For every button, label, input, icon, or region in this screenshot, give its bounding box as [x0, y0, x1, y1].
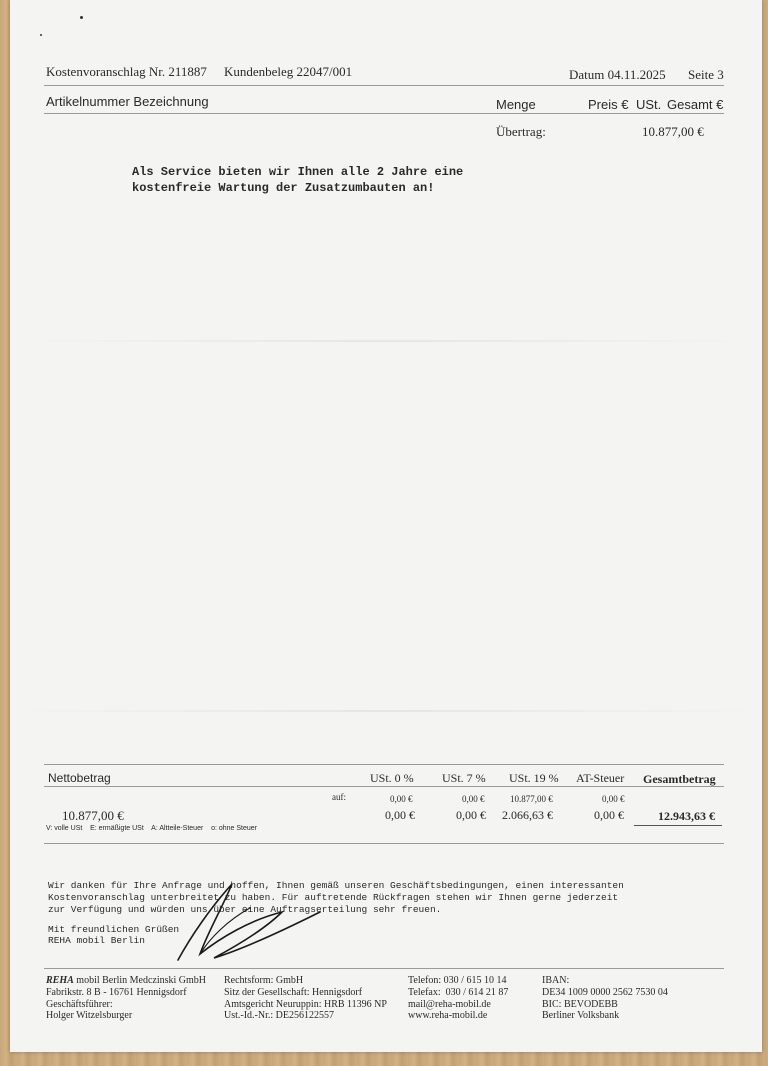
at-tax-value: 0,00 €	[594, 808, 624, 822]
base-vat0: 0,00 €	[390, 794, 413, 804]
vat0-value: 0,00 €	[385, 808, 415, 822]
service-note-line-1: Als Service bieten wir Ihnen alle 2 Jahre eine	[132, 165, 464, 179]
footer-company	[46, 975, 206, 986]
footer-mgmt-label: Geschäftsführer:	[46, 999, 113, 1010]
paper-speck	[40, 34, 42, 36]
footer-bank: Berliner Volksbank	[542, 1010, 620, 1021]
footer-legal-form: Rechtsform: GmbH	[224, 975, 304, 986]
quote-number: Kostenvoranschlag Nr. 211887	[46, 64, 207, 79]
footer-fax: Telefax: 030 / 614 21 87	[408, 987, 509, 998]
col-total: Gesamt €	[667, 97, 724, 112]
carryover-value: 10.877,00 €	[642, 124, 704, 139]
handwritten-signature	[170, 868, 340, 968]
closing-company: REHA mobil Berlin	[48, 935, 145, 946]
totals-bottom-rule	[44, 843, 724, 844]
footer-mgmt-name: Holger Witzelsburger	[46, 1010, 133, 1021]
grand-total-value: 12.943,63 €	[658, 809, 715, 823]
footer-iban-label: IBAN:	[542, 975, 570, 986]
page-number: Seite 3	[688, 67, 724, 82]
at-tax-label: AT-Steuer	[576, 771, 625, 785]
closing-greeting: Mit freundlichen Grüßen	[48, 924, 180, 935]
footer-bic: BIC: BEVODEBB	[542, 999, 618, 1010]
footer-court: Amtsgericht Neuruppin: HRB 11396 NP	[224, 999, 387, 1010]
footer-rule	[44, 968, 724, 969]
totals-mid-rule	[44, 786, 724, 787]
base-at: 0,00 €	[602, 794, 625, 804]
quote-document-page	[10, 0, 762, 1052]
footer-brand: REHA	[46, 975, 74, 986]
col-quantity: Menge	[496, 97, 536, 112]
service-note-line-2: kostenfreie Wartung der Zusatzumbauten an!	[132, 181, 435, 195]
net-label: Nettobetrag	[48, 771, 111, 785]
footer-phone: Telefon: 030 / 615 10 14	[408, 975, 507, 986]
columns-rule	[44, 113, 724, 114]
col-vat: USt.	[636, 97, 662, 112]
footer-seat: Sitz der Gesellschaft: Hennigsdorf	[224, 987, 363, 998]
vat7-value: 0,00 €	[456, 808, 486, 822]
footer-company-name: mobil Berlin Medczinski GmbH	[73, 975, 207, 986]
tax-legend: V: volle USt E: ermäßigte USt A: Altteile-Steuer o: ohne Steuer	[46, 825, 258, 832]
paper-speck	[80, 16, 83, 19]
base-vat7: 0,00 €	[462, 794, 485, 804]
base-vat19: 10.877,00 €	[510, 794, 553, 804]
vat19-label: USt. 19 %	[509, 771, 559, 785]
carryover-label: Übertrag:	[496, 124, 546, 139]
col-article: Artikelnummer Bezeichnung	[46, 94, 209, 109]
grand-total-label: Gesamtbetrag	[643, 772, 716, 786]
totals-top-rule	[44, 764, 724, 765]
footer-tax-id: Ust.-Id.-Nr.: DE256122557	[224, 1010, 334, 1021]
col-price: Preis €	[588, 97, 629, 112]
closing-line-2: Kostenvoranschlag unterbreitet zu haben. Für auftretende Rückfragen stehen wir Ihnen gerne jederzeit	[48, 892, 619, 903]
footer-email: mail@reha-mobil.de	[408, 999, 491, 1010]
quote-date: Datum 04.11.2025	[569, 67, 666, 82]
receipt-number: Kundenbeleg 22047/001	[224, 64, 353, 79]
closing-line-1: Wir danken für Ihre Anfrage und hoffen, Ihnen gemäß unseren Geschäftsbedingungen, einen interessanten	[48, 880, 624, 891]
base-on-label: auf:	[332, 792, 346, 802]
closing-line-3: zur Verfügung und würden uns über eine Auftragserteilung sehr freuen.	[48, 904, 442, 915]
vat7-label: USt. 7 %	[442, 771, 486, 785]
vat19-value: 2.066,63 €	[502, 808, 553, 822]
header-rule	[44, 85, 724, 86]
footer-iban: DE34 1009 0000 2562 7530 04	[542, 987, 668, 998]
footer-address: Fabrikstr. 8 B - 16761 Hennigsdorf	[46, 987, 187, 998]
net-value: 10.877,00 €	[62, 808, 124, 823]
vat0-label: USt. 0 %	[370, 771, 414, 785]
footer-website: www.reha-mobil.de	[408, 1010, 488, 1021]
grand-total-underline	[634, 825, 722, 826]
